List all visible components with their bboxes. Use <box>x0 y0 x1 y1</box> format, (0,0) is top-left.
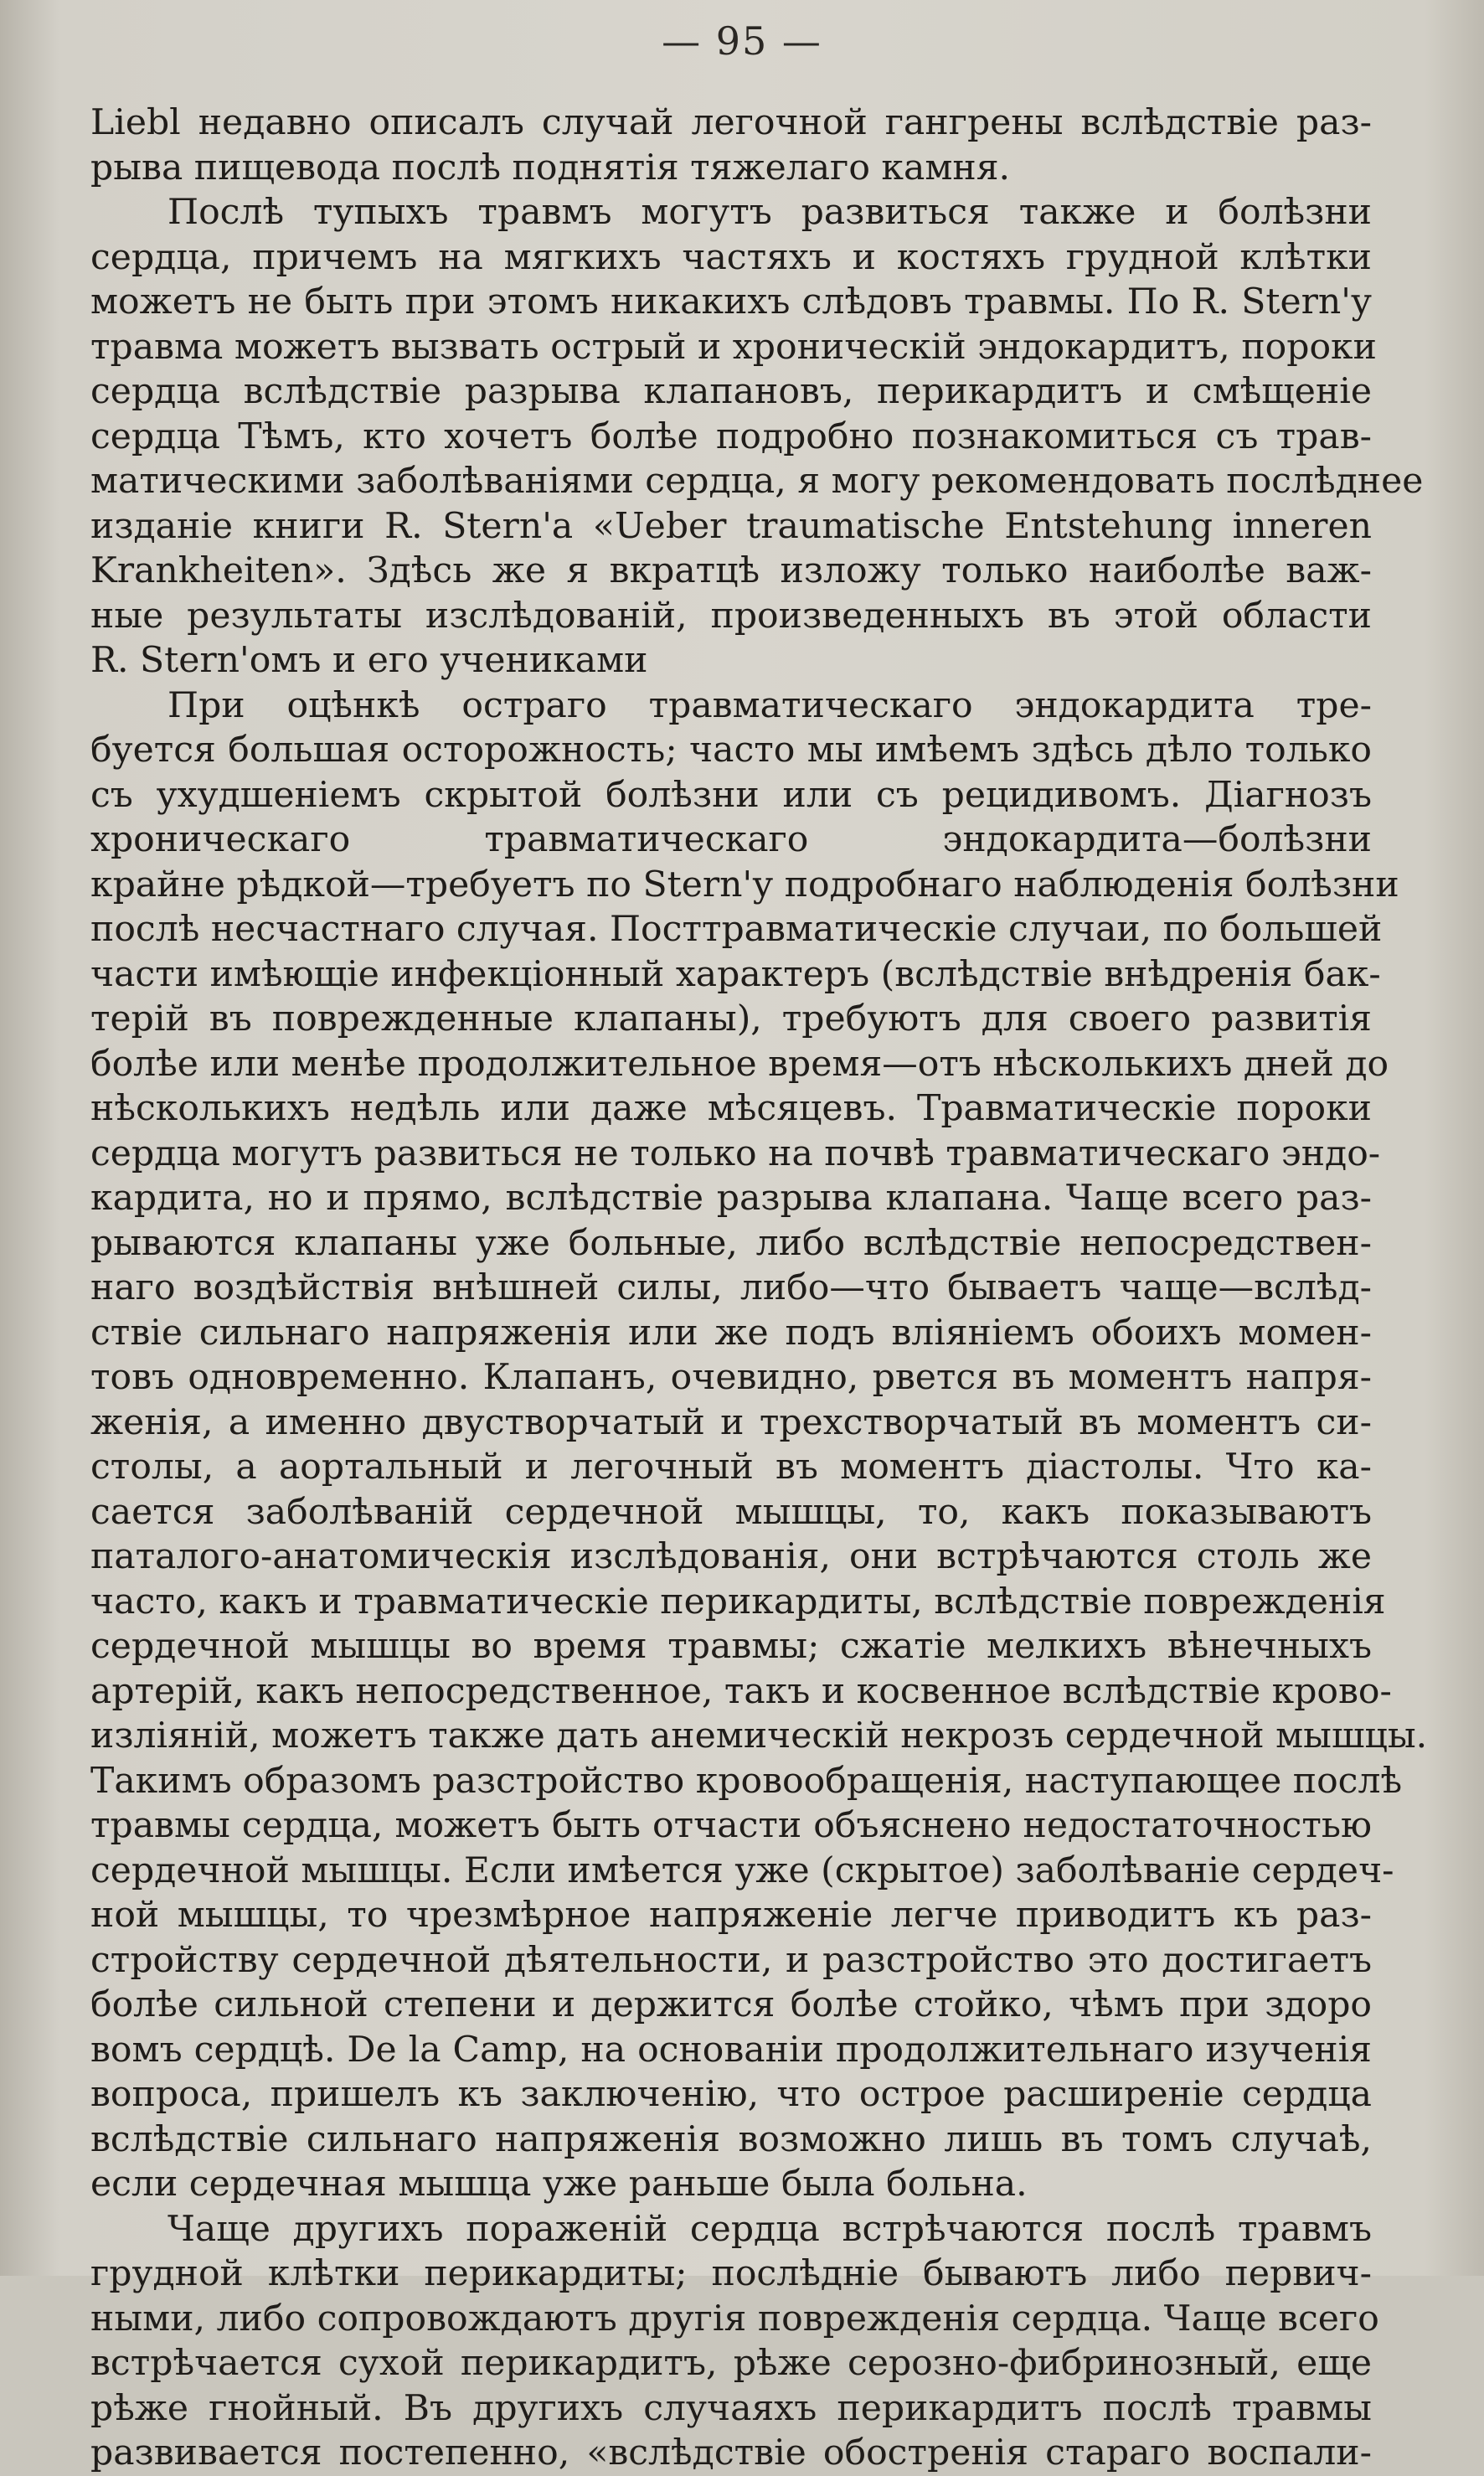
text-line: сердечной мышцы во время травмы; сжатіе мелкихъ вѣнечныхъ <box>90 1626 1372 1667</box>
text-line: сердца, причемъ на мягкихъ частяхъ и костяхъ грудной клѣтки <box>90 236 1372 278</box>
text-line: часто, какъ и травматическіе перикардиты, вслѣдствіе поврежденія <box>90 1581 1386 1622</box>
text-line: стройству сердечной дѣятельности, и разстройство это достигаетъ <box>90 1939 1372 1981</box>
text-line: товъ одновременно. Клапанъ, очевидно, рвется въ моментъ напря- <box>90 1357 1372 1398</box>
text-line: рѣже гнойный. Въ другихъ случаяхъ перикардитъ послѣ травмы <box>90 2387 1372 2429</box>
text-line: сердца Тѣмъ, кто хочетъ болѣе подробно познакомиться съ трав- <box>90 415 1372 457</box>
text-line: буется большая осторожность; часто мы имѣемъ здѣсь дѣло только <box>90 730 1372 771</box>
text-line: Такимъ образомъ разстройство кровообращенія, наступающее послѣ <box>90 1760 1403 1802</box>
text-line: изданіе книги R. Stern'a «Ueber traumatische Entstehung inneren <box>90 505 1372 547</box>
text-line: артерій, какъ непосредственное, такъ и косвенное вслѣдствіе крово- <box>90 1670 1392 1712</box>
text-line: Krankheiten». Здѣсь же я вкратцѣ изложу только наиболѣе важ- <box>90 550 1372 591</box>
paragraph-start-line: При оцѣнкѣ остраго травматическаго эндокардита тре- <box>167 684 1372 726</box>
text-line: изліяній, можетъ также дать анемическій некрозъ сердечной мышцы. <box>90 1715 1428 1756</box>
text-line: травма можетъ вызвать острый и хроническій эндокардитъ, пороки <box>90 326 1377 368</box>
text-line: вомъ сердцѣ. De la Camp, на основаніи продолжительнаго изученія <box>90 2029 1372 2071</box>
text-line: сается заболѣваній сердечной мышцы, то, какъ показываютъ <box>90 1491 1372 1533</box>
text-line: крайне рѣдкой—требуетъ по Stern'у подробнаго наблюденія болѣзни <box>90 864 1399 905</box>
text-line: R. Stern'омъ и его учениками <box>90 640 648 681</box>
paragraph-start-line: Чаще другихъ пораженій сердца встрѣчаются послѣ травмъ <box>167 2208 1372 2250</box>
text-line: части имѣющіе инфекціонный характеръ (вслѣдствіе внѣдренія бак- <box>90 953 1381 995</box>
text-line: ствіе сильнаго напряженія или же подъ вліяніемъ обоихъ момен- <box>90 1312 1372 1354</box>
text-line: сердца могутъ развиться не только на почвѣ травматическаго эндо- <box>90 1132 1381 1174</box>
text-line: рыва пищевода послѣ поднятія тяжелаго камня. <box>90 147 1011 188</box>
text-line: Liebl недавно описалъ случай легочной гангрены вслѣдствіе раз- <box>90 102 1372 143</box>
text-line: хроническаго травматическаго эндокардита—болѣзни <box>90 819 1372 860</box>
text-line: если сердечная мышца уже раньше была больна. <box>90 2164 1028 2205</box>
page-number: — 95 — <box>662 18 822 64</box>
text-line: сердечной мышцы. Если имѣется уже (скрытое) заболѣваніе сердеч- <box>90 1849 1394 1891</box>
text-line: ной мышцы, то чрезмѣрное напряженіе легче приводитъ къ раз- <box>90 1895 1372 1936</box>
text-line: вопроса, пришелъ къ заключенію, что острое расширеніе сердца <box>90 2074 1372 2115</box>
text-line: наго воздѣйствія внѣшней силы, либо—что бываетъ чаще—вслѣд- <box>90 1267 1372 1308</box>
text-line: матическими заболѣваніями сердца, я могу рекомендовать послѣднее <box>90 461 1424 502</box>
text-line: кардита, но и прямо, вслѣдствіе разрыва клапана. Чаще всего раз- <box>90 1178 1372 1219</box>
text-line: грудной клѣтки перикардиты; послѣдніе бываютъ либо первич- <box>90 2253 1372 2294</box>
body-text <box>90 101 1428 2476</box>
text-line: терій въ поврежденные клапаны), требуютъ для своего развитія <box>90 998 1372 1039</box>
text-line: ными, либо сопровождаютъ другія поврежденія сердца. Чаще всего <box>90 2298 1379 2339</box>
text-line: встрѣчается сухой перикардитъ, рѣже серозно-фибринозный, еще <box>90 2343 1372 2384</box>
text-line: рываются клапаны уже больные, либо вслѣдствіе непосредствен- <box>90 1222 1372 1264</box>
text-line: травмы сердца, можетъ быть отчасти объяснено недостаточностью <box>90 1805 1372 1846</box>
text-line: паталого-анатомическія изслѣдованія, они встрѣчаются столь же <box>90 1536 1372 1577</box>
text-line: нѣсколькихъ недѣль или даже мѣсяцевъ. Травматическіе пороки <box>90 1088 1372 1129</box>
text-line: вслѣдствіе сильнаго напряженія возможно лишь въ томъ случаѣ, <box>90 2118 1372 2160</box>
text-line: женія, а именно двустворчатый и трехстворчатый въ моментъ си- <box>90 1401 1372 1443</box>
text-line: послѣ несчастнаго случая. Посттравматическіе случаи, по большей <box>90 909 1383 950</box>
text-line: ные результаты изслѣдованій, произведенныхъ въ этой области <box>90 595 1372 637</box>
text-line: сердца вслѣдствіе разрыва клапановъ, перикардитъ и смѣщеніе <box>90 371 1372 412</box>
text-line: развивается постепенно, «вслѣдствіе обостренія стараго воспали- <box>90 2432 1372 2473</box>
text-line: столы, а аортальный и легочный въ моментъ діастолы. Что ка- <box>90 1447 1372 1488</box>
text-line: можетъ не быть при этомъ никакихъ слѣдовъ травмы. По R. Stern'у <box>90 281 1372 322</box>
text-line: болѣе сильной степени и держится болѣе стойко, чѣмъ при здоро <box>90 1984 1372 2025</box>
text-line: съ ухудшеніемъ скрытой болѣзни или съ рецидивомъ. Діагнозъ <box>90 774 1372 816</box>
text-line: болѣе или менѣе продолжительное время—отъ нѣсколькихъ дней до <box>90 1043 1389 1085</box>
paragraph-start-line: Послѣ тупыхъ травмъ могутъ развиться также и болѣзни <box>167 192 1372 233</box>
